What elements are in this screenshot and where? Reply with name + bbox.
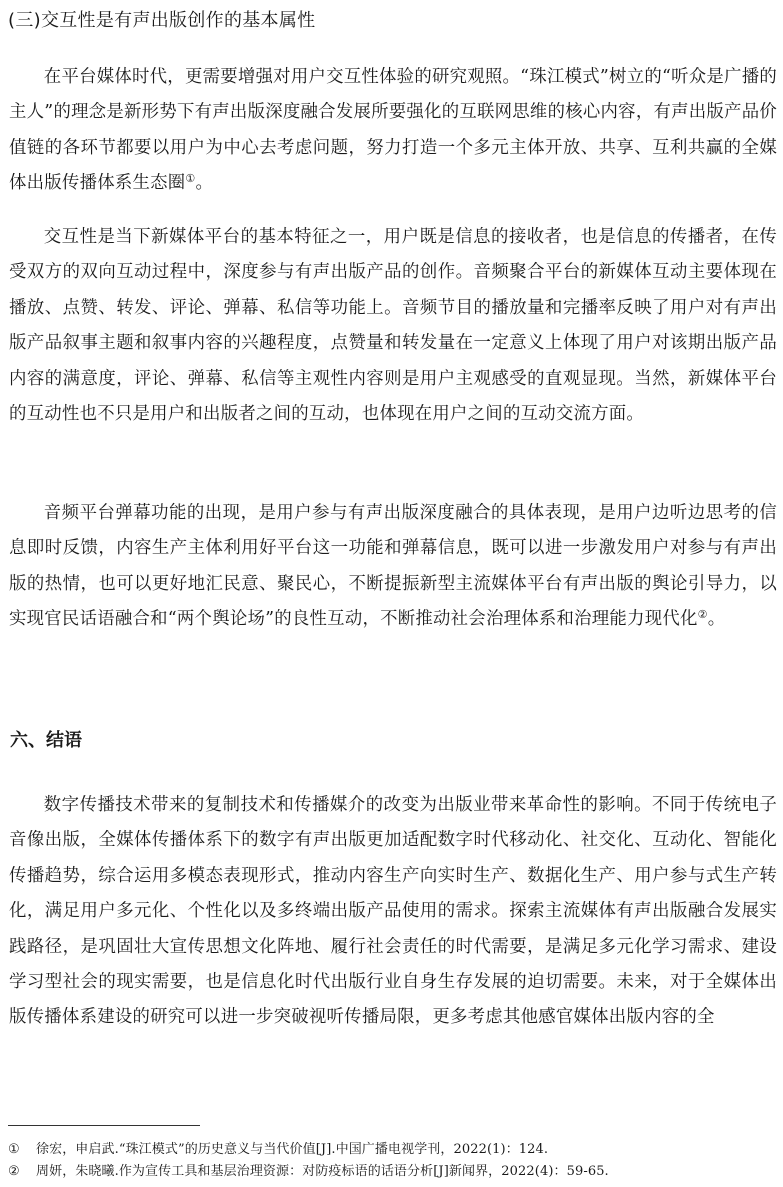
footnote-divider: [8, 1125, 200, 1126]
section-title: 六、结语: [10, 730, 82, 751]
footnote-2: [8, 1162, 778, 1182]
paragraph-text: 交互性是当下新媒体平台的基本特征之一，用户既是信息的接收者，也是信息的传播者，在传受双方的双向互动过程中，深度参与有声出版产品的创作。音频聚合平台的新媒体互动主要体现在播放、点赞、转发、评论、弹幕、私信等功能上。音频节目的播放量和完播率反映了用户对有声出版产品叙事主题和叙事内容的兴趣程度，点赞量和转发量在一定意义上体现了用户对该期出版产品内容的满意度，评论、弹幕、私信等主观性内容则是用户主观感受的直观显现。当然，新媒体平台的互动性也不只是用户和出版者之间的互动，也体现在用户之间的互动交流方面。: [9, 227, 777, 425]
footnote-ref-2[interactable]: ②: [697, 608, 708, 622]
footnote-number: ①: [8, 1142, 20, 1157]
conclusion-paragraph: 数字传播技术带来的复制技术和传播媒介的改变为出版业带来革命性的影响。不同于传统电子音像出版，全媒体传播体系下的数字有声出版更加适配数字时代移动化、社交化、互动化、智能化传播趋势，综合运用多模态表现形式，推动内容生产向实时生产、数据化生产、用户参与式生产转化，满足用户多元化、个性化以及多终端出版产品使用的需求。探索主流媒体有声出版融合发展实践路径，是巩固壮大宣传思想文化阵地、履行社会责任的时代需要，是满足多元化学习需求、建设学习型社会的现实需要，也是信息化时代出版行业自身生存发展的迫切需要。未来，对于全媒体出版传播体系建设的研究可以进一步突破视听传播局限，更多考虑其他感官媒体出版内容的全: [9, 795, 777, 1028]
footnote-text: 徐宏，申启武.“珠江模式”的历史意义与当代价值[J].中国广播电视学刊，2022(1)：124.: [36, 1142, 549, 1157]
footnote-1: [8, 1140, 778, 1160]
footnote-text: 周妍，朱晓曦.作为宣传工具和基层治理资源：对防疫标语的话语分析[J]新闻界，2022(4)：59-65.: [36, 1164, 609, 1179]
subheading: (三)交互性是有声出版创作的基本属性: [8, 10, 316, 31]
body-paragraph-3: [9, 496, 777, 638]
body-paragraph-1: [9, 60, 777, 202]
paragraph-text: 音频平台弹幕功能的出现，是用户参与有声出版深度融合的具体表现，是用户边听边思考的信息即时反馈，内容生产主体利用好平台这一功能和弹幕信息，既可以进一步激发用户对参与有声出版的热情，也可以更好地汇民意、聚民心，不断提振新型主流媒体平台有声出版的舆论引导力，以实现官民话语融合和“两个舆论场”的良性互动，不断推动社会治理体系和治理能力现代化: [9, 503, 777, 630]
body-paragraph-2: [9, 220, 777, 432]
footnote-number: ②: [8, 1164, 20, 1179]
footnote-ref-1[interactable]: ①: [185, 172, 196, 186]
full-stop: 。: [707, 609, 726, 630]
paragraph-text: 在平台媒体时代，更需要增强对用户交互性体验的研究观照。“珠江模式”树立的“听众是广播的主人”的理念是新形势下有声出版深度融合发展所要强化的互联网思维的核心内容，有声出版产品价值链的各环节都要以用户为中心去考虑问题，努力打造一个多元主体开放、共享、互利共赢的全媒体出版传播体系生态圈: [9, 67, 777, 194]
full-stop: 。: [195, 173, 214, 194]
